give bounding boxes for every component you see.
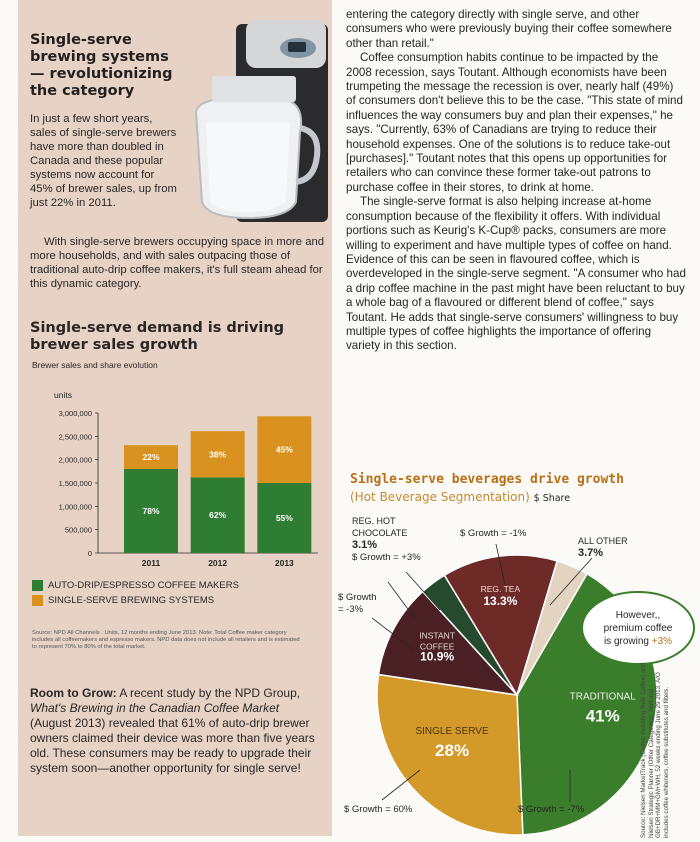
room-label: Room to Grow: [30,686,117,700]
y-tick-label: 2,000,000 [58,455,92,465]
sidebar-panel [18,0,332,836]
sidebar-title: Single-serve brewing systems— revolutionizing the category [30,32,173,99]
article-paragraph-3: The single-serve format is also helping increase at-home consumption because of the flexibility it offers. With individual portions such as Keurig's K-Cup® packs, consumers are more willing to experiment and have multiple types of coffee on hand. Evidence of this can be seen in flavoured coffee, which is overdeveloped in the single-serve segment. "A consumer who had a drip coffee machine in the past might have been reluctant to buy a whole bag of a flavoured or different blend of coffee," says Toutant. He adds that single-serve consumers' willingness to buy multiple types of coffee highlights the importance of offering variety in this section. [346,195,686,353]
pie-label-all-other: 3.7% [578,547,604,559]
pie-label-traditional: TRADITIONAL [569,691,636,703]
pie-label-hot-chocolate: REG. HOT [352,516,396,526]
pie-label-hot-chocolate: 3.1% [352,539,378,551]
x-tick-label: 2013 [274,558,294,568]
article-body [346,8,686,354]
pie-label-hot-chocolate: $ Growth = +3% [352,552,421,563]
legend-label: AUTO-DRIP/ESPRESSO COFFEE MAKERS [48,580,239,591]
callout-text-line: However,, [615,610,661,621]
y-tick-label: 0 [87,549,92,558]
legend-swatch [32,580,43,591]
pie-subtitle-text: (Hot Beverage Segmentation) [350,490,530,504]
x-tick-label: 2011 [141,558,161,568]
pie-growth-instant: = -3% [338,604,364,615]
pie-label-traditional: 41% [585,706,620,726]
coffee-brewer-image [188,12,338,222]
pie-growth-instant: $ Growth [338,592,377,603]
callout-text-line: is growing +3% [603,636,673,647]
legend-item-single-serve [32,593,239,608]
y-tick-label: 500,000 [64,525,92,535]
article-paragraph-1: entering the category directly with single serve, and other consumers who were previously buying their coffee somewhere other than retail." [346,8,672,50]
bar-value-label: 22% [142,452,160,463]
pie-chart-source: Source: Nielsen MarketTrack (Coffee including Bulk Coffee) and Nielsen Strategic Planner (Other Categories), National GB+DR+MM+GM+WH, 52 weeks ending June 29 2013. A/O includes coffee whiteners, coffee substitutes and filters. [640,662,670,838]
bar-chart-title: Single-serve demand is driving brewer sales growth [30,320,285,353]
sidebar-intro: In just a few short years, sales of single-serve brewers have more than doubled in Canada and these popular systems now account for 45% of brewer sales, up from just 22% in 2011. [30,113,177,209]
y-tick-label: 2,500,000 [58,432,92,442]
legend-swatch [32,595,43,606]
bar-chart [28,378,328,578]
room-to-grow-paragraph [30,686,320,776]
bar-value-label: 62% [209,510,227,521]
bar-value-label: 55% [275,513,293,523]
bar-value-label: 38% [209,449,227,460]
article-paragraph-2: Coffee consumption habits continue to be impacted by the 2008 recession, says Toutant. Although economists have been trumpeting the message the recession is over, nearly half (49%) of consumers don't believe this to be the case. "This state of mind influences the way consumers buy and plan their expenses," he says. "Currently, 63% of Canadians are trying to reduce their household expenses. One of the solutions is to reduce take-out [purchases]." Toutant notes that this opens up opportunities for retailers who can convince these former take-out patrons to purchase coffee in their stores, to drink at home. [346,51,683,194]
callout-value: +3% [651,636,673,647]
pie-label-hot-chocolate: CHOCOLATE [352,528,408,538]
bar-value-label: 45% [275,444,293,455]
legend-item-auto-drip [32,578,239,593]
sidebar-paragraph: With single-serve brewers occupying space in more and more households, and with sales outpacing those of traditional auto-drip coffee makers, it's full steam ahead for this dynamic category. [30,236,325,290]
bar-chart-subtitle: Brewer sales and share evolution [32,360,158,370]
pie-label-single-serve: 28% [435,740,470,760]
pie-label-reg-tea: 13.3% [483,593,518,608]
pie-unit-note: $ Share [533,493,571,504]
pie-label-instant-coffee: 10.9% [420,649,455,664]
bar-value-label: 78% [142,506,160,516]
pie-growth-single-serve: $ Growth = 60% [344,804,413,815]
room-study-title: What's Brewing in the Canadian Coffee Market [30,701,280,715]
pie-label-single-serve: SINGLE SERVE [415,725,489,737]
bar-chart-source: Source: NPD All Channels . Units, 12 months ending June 2013. Note: Total Coffee maker category includes all coffeemakers and espresso makers. NPD data does not include all retailers and is estimated to represent 70% to 80% of the total market. [32,630,300,650]
pie-label-all-other: ALL OTHER [578,536,628,546]
y-tick-label: 3,000,000 [58,409,92,418]
pie-growth-reg-tea: $ Growth = -1% [460,528,527,539]
bar-chart-legend [32,578,239,608]
pie-chart-title: Single-serve beverages drive growth [350,472,624,487]
room-text-pre: A recent study by the NPD Group, [116,686,301,700]
pie-label-instant-coffee: INSTANT [419,630,456,641]
room-text-post: (August 2013) revealed that 61% of auto-drip brewer owners claimed their device was more than five years old. These consumers may be ready to upgrade their system soon—another opportunity for single serve! [30,716,315,775]
y-tick-label: 1,000,000 [58,502,92,512]
legend-label: SINGLE-SERVE BREWING SYSTEMS [48,595,215,606]
pie-label-reg-tea: REG. TEA [480,583,521,594]
callout-text-line: premium coffee [603,623,673,634]
pie-label-instant-coffee: COFFEE [419,641,455,652]
y-tick-label: 1,500,000 [58,479,92,488]
y-axis-label: units [54,390,72,400]
x-tick-label: 2012 [208,558,228,568]
pie-growth-traditional: $ Growth = -7% [518,804,585,815]
